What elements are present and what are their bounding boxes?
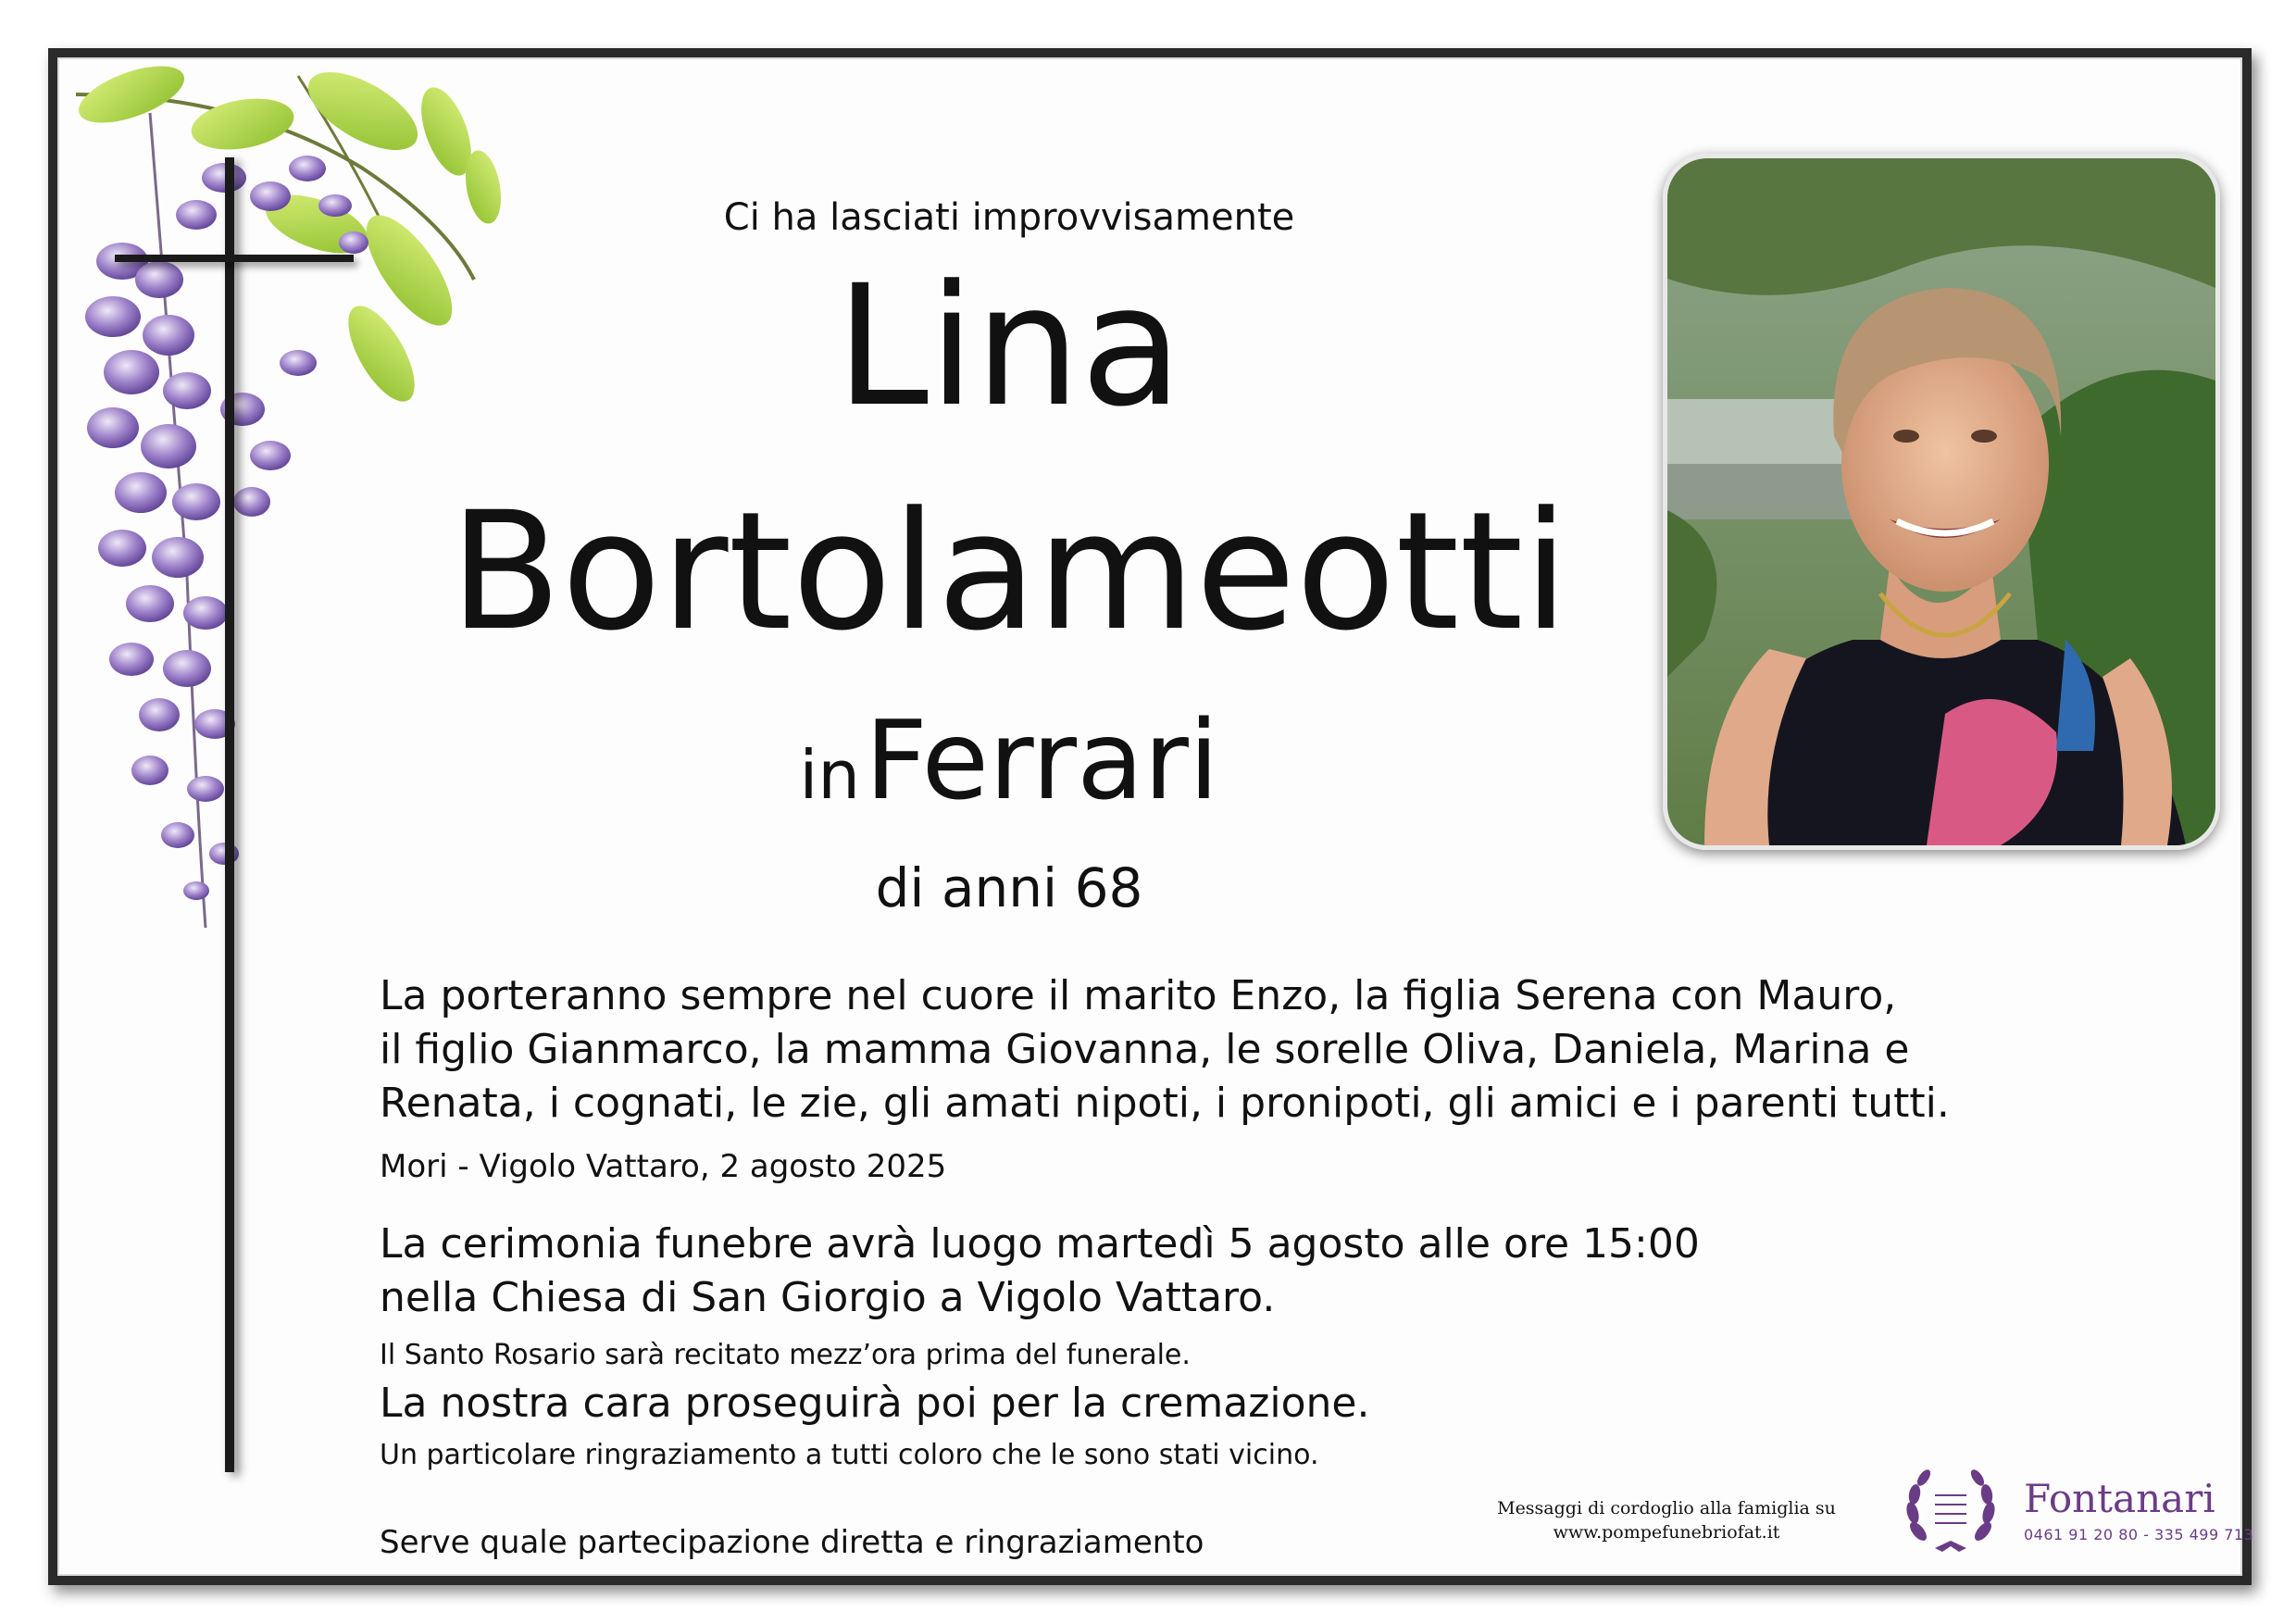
mourners-line-3: Renata, i cognati, le zie, gli amati nipoti, i pronipoti, gli amici e i parenti tutti.: [380, 1080, 1950, 1127]
married-name: Ferrari: [865, 696, 1219, 824]
cremation-note: La nostra cara proseguirà poi per la cremazione.: [380, 1380, 1370, 1427]
married-name-line: [648, 696, 1370, 824]
mourners-line-1: La porteranno sempre nel cuore il marito Enzo, la figlia Serena con Mauro,: [380, 972, 1897, 1019]
ceremony-line-2: nella Chiesa di San Giorgio a Vigolo Vattaro.: [380, 1274, 1276, 1321]
place-date: Mori - Vigolo Vattaro, 2 agosto 2025: [380, 1148, 947, 1185]
ceremony-line-1: La cerimonia funebre avrà luogo martedì 5 agosto alle ore 15:00: [380, 1220, 1700, 1268]
thanks-note: Un particolare ringraziamento a tutti coloro che le sono stati vicino.: [380, 1439, 1319, 1471]
intro-text: Ci ha lasciati improvvisamente: [723, 196, 1295, 239]
first-name: Lina: [835, 250, 1183, 443]
surname: Bortolameotti: [449, 477, 1569, 667]
cross-horizontal-bar: [115, 255, 354, 262]
brand-phones: 0461 91 20 80 - 335 499 713: [2024, 1526, 2254, 1543]
condolence-text: Messaggi di cordoglio alla famiglia su: [1497, 1498, 1836, 1518]
mourners-line-2: il figlio Gianmarco, la mamma Giovanna, le sorelle Oliva, Daniela, Marina e: [380, 1026, 1910, 1073]
portrait-photo: [1663, 154, 2220, 850]
cross-vertical-bar: [225, 157, 234, 1472]
rosary-note: Il Santo Rosario sarà recitato mezz’ora prima del funerale.: [380, 1339, 1191, 1371]
condolence-info: [1491, 1496, 1842, 1544]
married-prefix: in: [799, 736, 860, 814]
age-text: di anni 68: [875, 856, 1143, 919]
laurel-wreath-icon: [1900, 1467, 2002, 1555]
brand-name: Fontanari: [2024, 1476, 2215, 1521]
participation-note: Serve quale partecipazione diretta e ringraziamento: [380, 1524, 1204, 1561]
condolence-url[interactable]: www.pompefunebriofat.it: [1553, 1522, 1780, 1543]
